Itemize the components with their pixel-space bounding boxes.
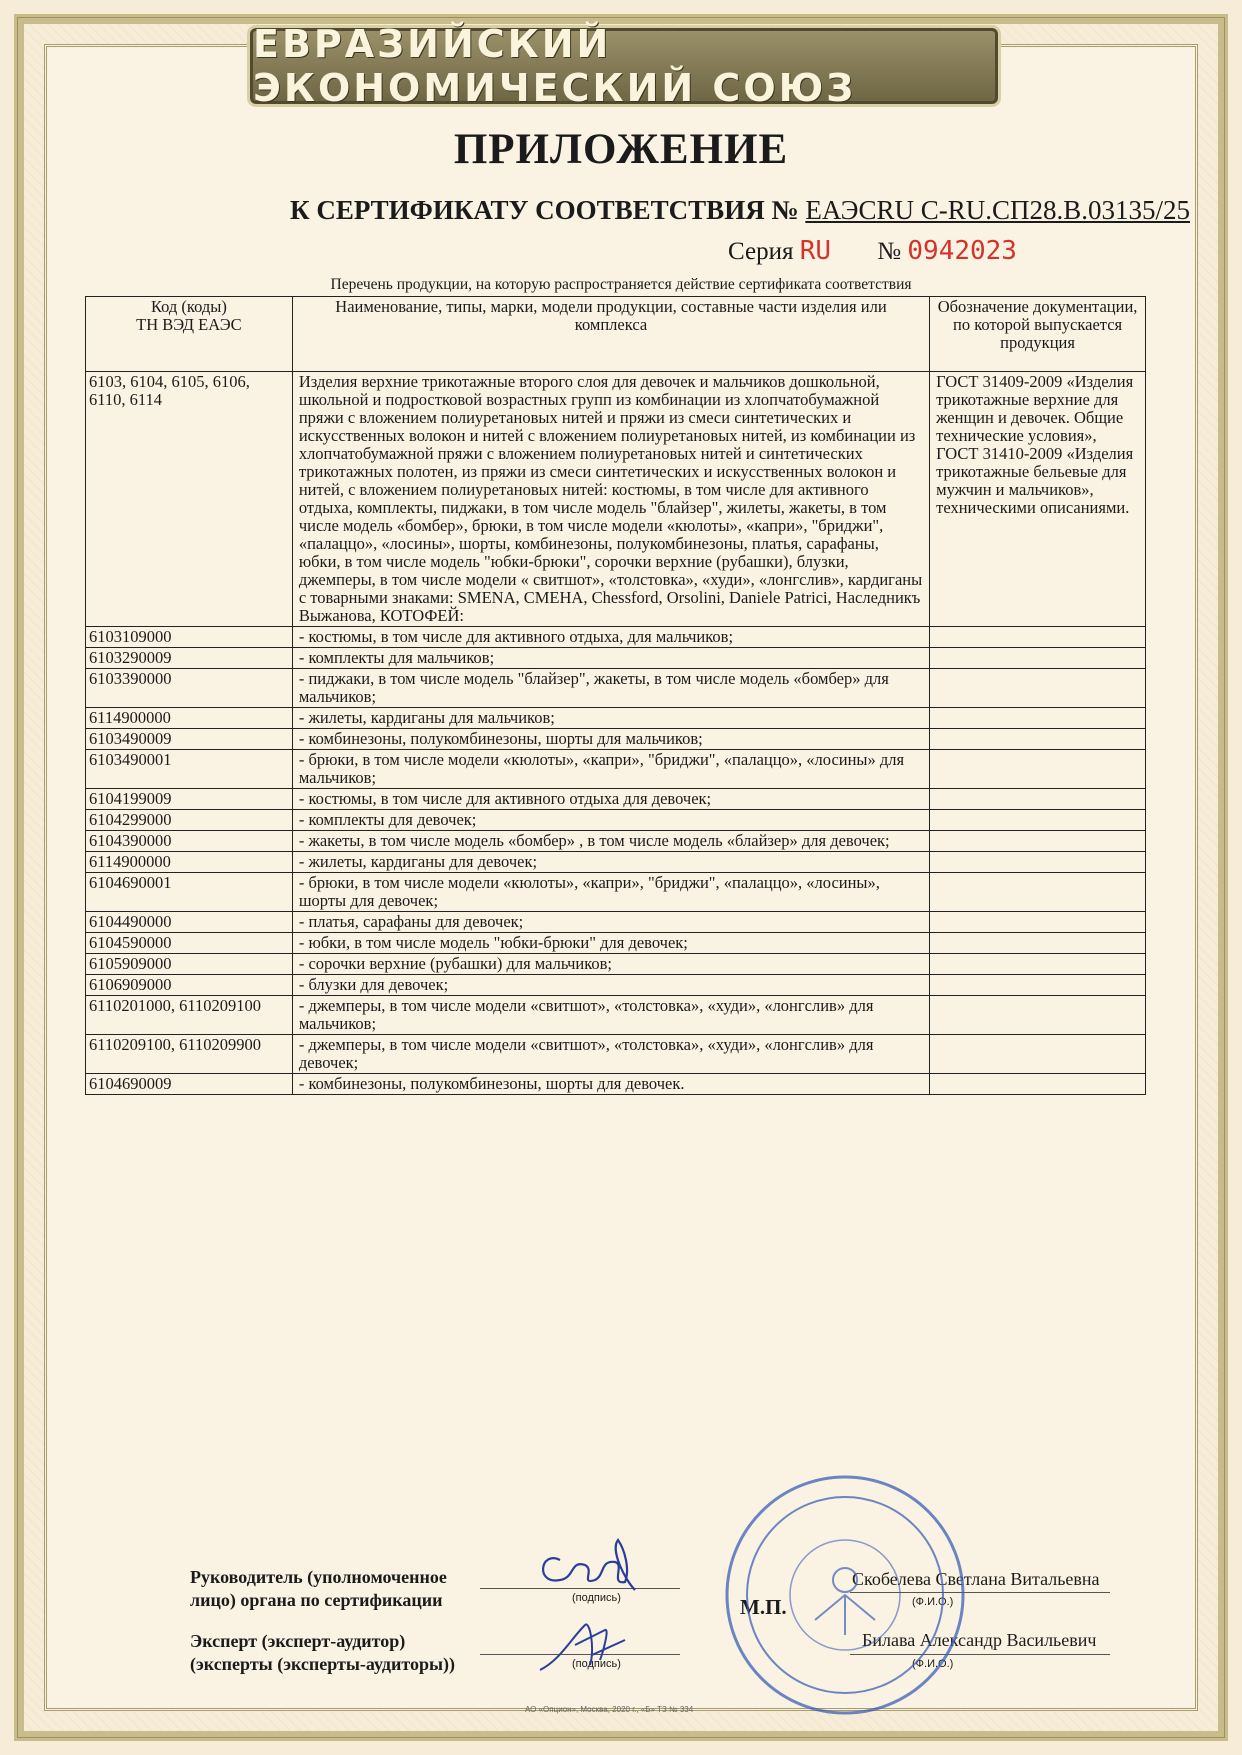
header-banner: [250, 22, 998, 110]
table-row: [86, 996, 1146, 1035]
table-row: [86, 954, 1146, 975]
table-row: [86, 852, 1146, 873]
series-label: Серия: [728, 238, 794, 265]
code-cell: 6110201000, 6110209100: [86, 996, 293, 1035]
table-header-row: [86, 297, 1146, 372]
docs-cell: ГОСТ 31409-2009 «Изделия трикотажные верхние для женщин и девочек. Общие технические условия», ГОСТ 31410-2009 «Изделия трикотажные бельевые для мужчин и мальчиков», техническими описаниями.: [930, 372, 1146, 627]
name-cell: - комбинезоны, полукомбинезоны, шорты для девочек.: [292, 1074, 929, 1095]
name-cell: - блузки для девочек;: [292, 975, 929, 996]
table-row: [86, 873, 1146, 912]
code-cell: 6105909000: [86, 954, 293, 975]
certificate-number: ЕАЭСRU C-RU.СП28.В.03135/25: [805, 195, 1191, 225]
form-number: 0942023: [907, 236, 1017, 266]
expert-podpis-caption: (подпись): [572, 1658, 621, 1670]
code-cell: 6103109000: [86, 627, 293, 648]
code-cell: 6103490009: [86, 729, 293, 750]
docs-cell: [930, 750, 1146, 789]
name-cell: - комплекты для мальчиков;: [292, 648, 929, 669]
docs-cell: [930, 729, 1146, 750]
table-row: [86, 372, 1146, 627]
stamp-place: М.П.: [740, 1595, 787, 1619]
header-name: Наименование, типы, марки, модели продукции, составные части изделия или комплекса: [292, 297, 929, 372]
expert-name: Билава Александр Васильевич: [862, 1630, 1097, 1650]
name-cell: Изделия верхние трикотажные второго слоя для девочек и мальчиков дошкольной, школьной и подростковой возрастных групп из комбинации из хлопчатобумажной пряжи с вложением полиуретановых нитей и пряжи из смеси синтетических и искусственных волокон и нитей с вложением полиуретановых нитей, из комбинации из хлопчатобумажной пряжи с вложением полиуретановых нитей и синтетических трикотажных полотен, из пряжи из смеси синтетических и искусственных волокон и нитей, с вложением полиуретановых нитей: костюмы, в том числе для активного отдыха, комплекты, пиджаки, в том числе модель "блайзер", жилеты, жакеты, в том числе модель «бомбер», брюки, в том числе модели «кюлоты», «капри», "бриджи", «палаццо», «лосины», шорты, комбинезоны, полукомбинезоны, платья, сарафаны, юбки, в том числе модель "юбки-брюки", сорочки верхние (рубашки), блузки, джемперы, в том числе модели « свитшот», «толстовка», «худи», «лонгслив», кардиганы с товарными знаками: SMENA, СМЕНА, Chessford, Orsolini, Daniele Patrici, Наследникъ Выжанова, КОТОФЕЙ:: [292, 372, 929, 627]
name-cell: - юбки, в том числе модель "юбки-брюки" для девочек;: [292, 933, 929, 954]
product-table: [85, 296, 1146, 1095]
name-cell: - джемперы, в том числе модели «свитшот», «толстовка», «худи», «лонгслив» для мальчиков;: [292, 996, 929, 1035]
head-podpis-caption: (подпись): [572, 1592, 621, 1604]
expert-signature: [530, 1610, 640, 1680]
round-seal: [720, 1470, 970, 1720]
docs-cell: [930, 1074, 1146, 1095]
table-row: [86, 708, 1146, 729]
table-row: [86, 648, 1146, 669]
name-cell: - пиджаки, в том числе модель "блайзер", жакеты, в том числе модель «бомбер» для мальчиков;: [292, 669, 929, 708]
series-value: RU: [799, 236, 832, 266]
head-fio-caption: (Ф.И.О.): [912, 1596, 954, 1608]
docs-cell: [930, 789, 1146, 810]
code-cell: 6104690001: [86, 873, 293, 912]
docs-cell: [930, 627, 1146, 648]
name-cell: - комбинезоны, полукомбинезоны, шорты для мальчиков;: [292, 729, 929, 750]
table-row: [86, 750, 1146, 789]
name-cell: - брюки, в том числе модели «кюлоты», «капри», "бриджи", «палаццо», «лосины», шорты для девочек;: [292, 873, 929, 912]
docs-cell: [930, 648, 1146, 669]
docs-cell: [930, 852, 1146, 873]
code-cell: 6114900000: [86, 708, 293, 729]
certificate-subtitle: [290, 195, 1190, 226]
expert-fio-caption: (Ф.И.О.): [912, 1658, 954, 1670]
code-cell: 6103490001: [86, 750, 293, 789]
table-row: [86, 975, 1146, 996]
page-title: ПРИЛОЖЕНИЕ: [453, 126, 789, 173]
name-cell: - жилеты, кардиганы для мальчиков;: [292, 708, 929, 729]
code-cell: 6104590000: [86, 933, 293, 954]
head-label: [190, 1566, 447, 1612]
code-cell: 6104390000: [86, 831, 293, 852]
docs-cell: [930, 954, 1146, 975]
code-cell: 6114900000: [86, 852, 293, 873]
printer-note: АО «Опцион», Москва, 2020 г., «Б» ТЗ № 334: [525, 1705, 694, 1714]
head-label-line2: лицо) органа по сертификации: [190, 1590, 443, 1610]
expert-label-line1: Эксперт (эксперт-аудитор): [190, 1631, 406, 1651]
name-cell: - костюмы, в том числе для активного отдыха для девочек;: [292, 789, 929, 810]
name-cell: - брюки, в том числе модели «кюлоты», «капри», "бриджи", «палаццо», «лосины» для мальчиков;: [292, 750, 929, 789]
table-row: [86, 1035, 1146, 1074]
table-row: [86, 810, 1146, 831]
code-cell: 6104299000: [86, 810, 293, 831]
table-row: [86, 789, 1146, 810]
number-label: №: [877, 238, 902, 265]
name-cell: - жилеты, кардиганы для девочек;: [292, 852, 929, 873]
docs-cell: [930, 831, 1146, 852]
docs-cell: [930, 912, 1146, 933]
expert-label: [190, 1630, 455, 1676]
table-row: [86, 831, 1146, 852]
name-cell: - жакеты, в том числе модель «бомбер» , в том числе модель «блайзер» для девочек;: [292, 831, 929, 852]
name-cell: - джемперы, в том числе модели «свитшот», «толстовка», «худи», «лонгслив» для девочек;: [292, 1035, 929, 1074]
head-name: Скобелева Светлана Витальевна: [852, 1569, 1100, 1589]
name-cell: - сорочки верхние (рубашки) для мальчиков;: [292, 954, 929, 975]
table-row: [86, 627, 1146, 648]
code-cell: 6110209100, 6110209900: [86, 1035, 293, 1074]
docs-cell: [930, 873, 1146, 912]
table-row: [86, 933, 1146, 954]
table-row: [86, 669, 1146, 708]
code-cell: 6103290009: [86, 648, 293, 669]
name-cell: - платья, сарафаны для девочек;: [292, 912, 929, 933]
table-row: [86, 1074, 1146, 1095]
subtitle-prefix: К СЕРТИФИКАТУ СООТВЕТСТВИЯ №: [290, 195, 799, 225]
table-row: [86, 729, 1146, 750]
name-cell: - комплекты для девочек;: [292, 810, 929, 831]
code-cell: 6104199009: [86, 789, 293, 810]
docs-cell: [930, 933, 1146, 954]
docs-cell: [930, 975, 1146, 996]
docs-cell: [930, 1035, 1146, 1074]
header-docs: Обозначение документации, по которой выпускается продукция: [930, 297, 1146, 372]
docs-cell: [930, 669, 1146, 708]
docs-cell: [930, 996, 1146, 1035]
code-cell: 6104690009: [86, 1074, 293, 1095]
header-code: Код (коды) ТН ВЭД ЕАЭС: [86, 297, 293, 372]
code-cell: 6103390000: [86, 669, 293, 708]
head-signature: [530, 1530, 650, 1600]
docs-cell: [930, 810, 1146, 831]
banner-text: ЕВРАЗИЙСКИЙ ЭКОНОМИЧЕСКИЙ СОЮЗ: [253, 22, 857, 110]
name-cell: - костюмы, в том числе для активного отдыха, для мальчиков;: [292, 627, 929, 648]
code-cell: 6106909000: [86, 975, 293, 996]
head-label-line1: Руководитель (уполномоченное: [190, 1567, 447, 1587]
code-cell: 6104490000: [86, 912, 293, 933]
table-caption: Перечень продукции, на которую распространяется действие сертификата соответствия: [330, 276, 912, 293]
docs-cell: [930, 708, 1146, 729]
series-line: [728, 236, 1017, 266]
expert-label-line2: (эксперты (эксперты-аудиторы)): [190, 1654, 456, 1674]
table-body: [86, 372, 1146, 1095]
table-row: [86, 912, 1146, 933]
code-cell: 6103, 6104, 6105, 6106, 6110, 6114: [86, 372, 293, 627]
